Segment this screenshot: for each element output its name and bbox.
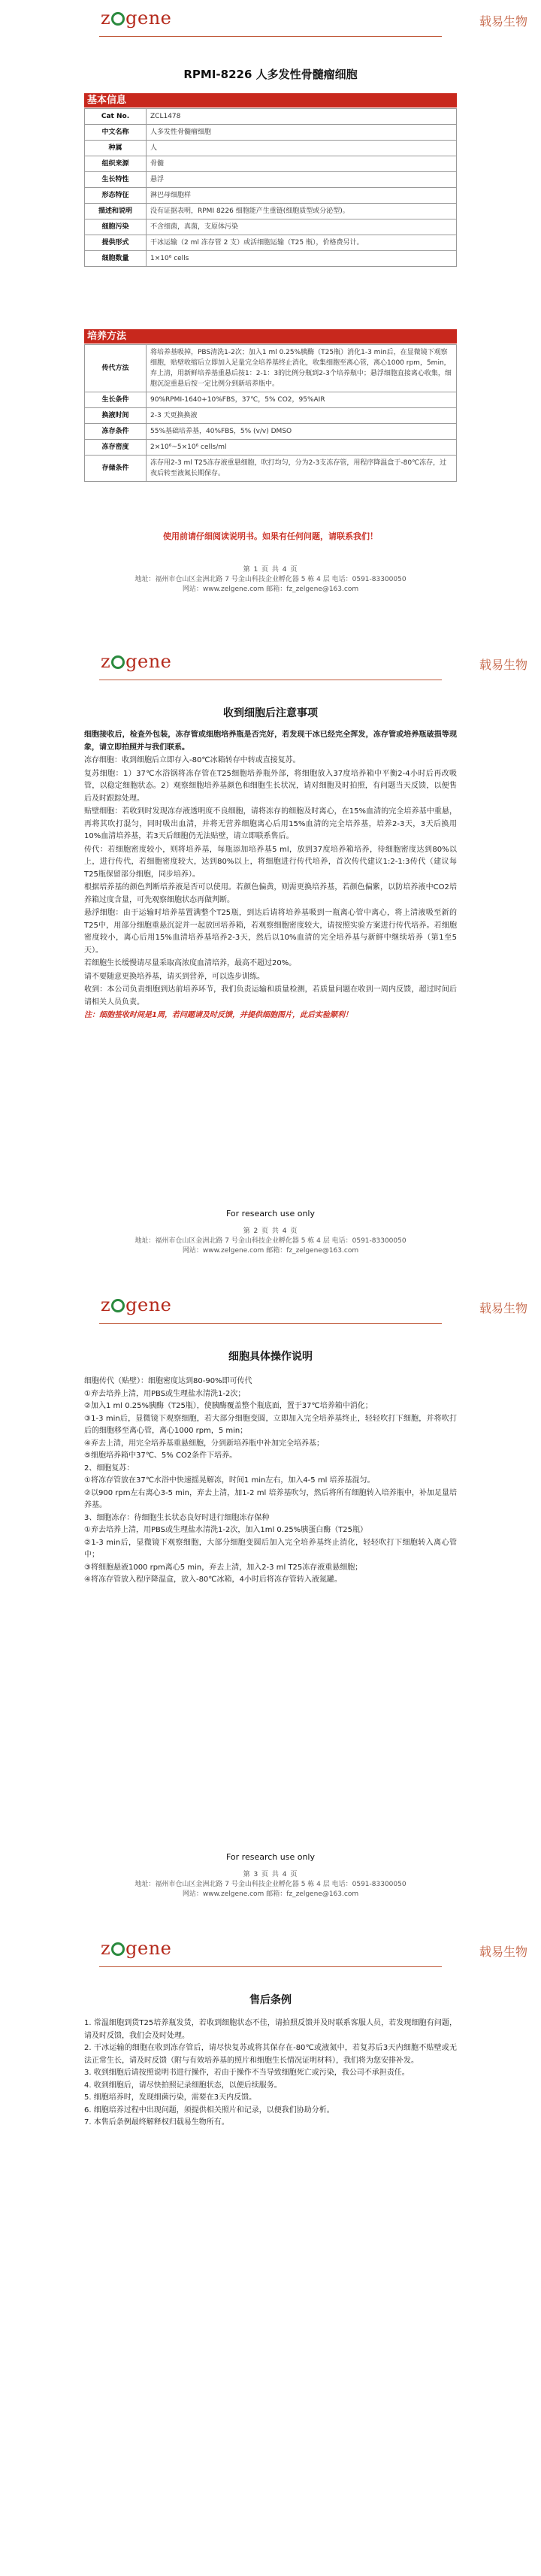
culture-row (85, 408, 457, 424)
zelgene-logo: z gene (101, 1938, 172, 1959)
basic-info-value: 骨髓 (147, 156, 457, 172)
footer-web: 网站：www.zelgene.com 邮箱：fz_zelgene@163.com (182, 1247, 359, 1255)
basic-info-key: 形态特征 (85, 188, 147, 204)
research-only: For research use only (225, 1852, 315, 1862)
logo-circle-icon (111, 1299, 125, 1312)
basic-info-key: Cat No. (85, 109, 147, 125)
ops-body (84, 1376, 457, 1587)
page-header (0, 643, 541, 690)
section-culture: 培养方法 (84, 329, 457, 344)
page-4 (0, 1930, 541, 2576)
footer-web: 网站：www.zelgene.com 邮箱：fz_zelgene@163.com (182, 586, 359, 593)
basic-info-value: 淋巴母细胞样 (147, 188, 457, 204)
logo-circle-icon (111, 12, 125, 26)
basic-info-row (85, 125, 457, 141)
notes-final: 注：细胞签收时间是1周，若问题请及时反馈，并提供细胞图片，此后实验顺利！ (84, 1011, 352, 1019)
basic-info-table (84, 108, 457, 267)
basic-info-value: ZCL1478 (147, 109, 457, 125)
basic-info-key: 描述和说明 (85, 204, 147, 219)
header-rule (99, 1966, 442, 1967)
basic-info-row (85, 188, 457, 204)
header-rule (99, 36, 442, 37)
basic-info-value: 人 (147, 141, 457, 156)
ops-item: ①弃去培养上清，用PBS或生理盐水清洗1-2次，加入1ml 0.25%胰蛋白酶（T25瓶） (84, 1526, 368, 1534)
aftersale-item: 1. 常温细胞到货T25培养瓶发货，若收到细胞状态不佳，请拍照反馈并及时联系客服人员，若发现细胞有问题，请及时反馈，我们会及时处理。 (84, 2019, 457, 2040)
basic-info-key: 中文名称 (85, 125, 147, 141)
culture-table (84, 344, 457, 482)
research-only: For research use only (225, 1209, 315, 1218)
aftersale-item: 6. 细胞培养过程中出现问题，须提供相关照片和记录，以便我们协助分析。 (84, 2105, 334, 2114)
culture-row (85, 456, 457, 482)
ops-title: 细胞具体操作说明 (228, 1351, 313, 1363)
culture-key: 存储条件 (85, 456, 147, 482)
page-number: 第 1 页 共 4 页 (243, 566, 298, 574)
page-header (0, 0, 541, 47)
culture-row (85, 345, 457, 392)
notes-intro: 细胞接收后，检查外包装，冻存管或细胞培养瓶是否完好，若发现干冰已经完全挥发，冻存管或培养瓶破损等现象，请立即拍照并与我们联系。 (84, 731, 457, 752)
culture-value: 90%RPMI-1640+10%FBS，37℃，5% CO2，95%AIR (147, 392, 457, 408)
ops-item: ①弃去培养上清，用PBS或生理盐水清洗1-2次； (84, 1389, 246, 1398)
culture-row (85, 440, 457, 456)
ops-item: ⑤细胞培养箱中37℃、5% CO2条件下培养。 (84, 1451, 237, 1460)
aftersale-body (84, 2018, 457, 2130)
culture-value: 55%基础培养基，40%FBS，5% (v/v) DMSO (147, 424, 457, 440)
zelgene-logo: z gene (101, 1294, 172, 1315)
aftersale-title: 售后条例 (249, 1994, 292, 2006)
brand-cn: 载易生物 (479, 14, 527, 29)
ops-item: ②1-3 min后，显微镜下观察细胞，大部分细胞变圆后加入完全培养基终止消化，轻轻吹打下细胞转入离心管中； (84, 1538, 457, 1559)
basic-info-key: 细胞数量 (85, 251, 147, 267)
notes-item: 根据培养基的颜色判断培养液是否可以使用。若颜色偏黄，则需更换培养基，若颜色偏紫，以防培养液中CO2培养箱过度含量，可先观察细胞状态再做判断。 (84, 883, 457, 904)
ops-item: ③将细胞悬液1000 rpm离心5 min，弃去上清，加入2-3 ml T25冻存液重悬细胞； (84, 1563, 363, 1572)
basic-info-value: 没有证据表明，RPMI 8226 细胞能产生重链(细胞质型或分泌型)。 (147, 204, 457, 219)
footer-address: 地址：福州市仓山区金洲北路 7 号金山科技企业孵化器 5 栋 4 层 电话：0591-83300050 (134, 1881, 407, 1888)
basic-info-row (85, 204, 457, 219)
basic-info-key: 生长特性 (85, 172, 147, 188)
ops-item: 3、细胞冻存：待细胞生长状态良好时进行细胞冻存保种 (84, 1513, 270, 1522)
aftersale-item: 3. 收到细胞后请按照说明书进行操作，若由于操作不当导致细胞死亡或污染，我公司不承担责任。 (84, 2069, 410, 2077)
basic-info-key: 提供形式 (85, 235, 147, 251)
basic-info-row (85, 109, 457, 125)
ops-item: 细胞传代（贴壁）：细胞密度达到80-90%即可传代 (84, 1377, 252, 1385)
ops-item: ③1-3 min后，显微镜下观察细胞，若大部分细胞变圆，立即加入完全培养基终止，轻轻吹打下细胞，并将吹打后的细胞移至离心管，离心1000 rpm，5 min； (84, 1414, 457, 1435)
footer-web: 网站：www.zelgene.com 邮箱：fz_zelgene@163.com (182, 1890, 359, 1898)
ops-item: ②以900 rpm左右离心3-5 min，弃去上清，加1-2 ml 培养基吹匀，然后将所有细胞转入培养瓶中，补加足量培养基。 (84, 1488, 457, 1509)
notes-item: 冻存细胞：收到细胞后立即存入-80℃冰箱转存中转或直接复苏。 (84, 756, 301, 764)
basic-info-key: 组织来源 (85, 156, 147, 172)
notes-title: 收到细胞后注意事项 (223, 707, 318, 719)
basic-info-value: 1×10⁶ cells (147, 251, 457, 267)
aftersale-item: 5. 细胞培养时，发现细菌污染，需要在3天内反馈。 (84, 2093, 257, 2102)
basic-info-row (85, 172, 457, 188)
basic-info-row (85, 251, 457, 267)
page-header (0, 1287, 541, 1333)
brand-cn: 载易生物 (479, 658, 527, 672)
culture-row (85, 392, 457, 408)
ops-item: ②加入1 ml 0.25%胰酶（T25瓶），使胰酶覆盖整个瓶底面，置于37℃培养箱中消化； (84, 1402, 373, 1410)
culture-key: 冻存密度 (85, 440, 147, 456)
ops-item: ④将冻存管放入程序降温盒，放入-80℃冰箱，4小时后将冻存管转入液氮罐。 (84, 1576, 342, 1584)
page-number: 第 2 页 共 4 页 (243, 1227, 298, 1235)
ops-item: 2、细胞复苏： (84, 1464, 134, 1473)
aftersale-item: 2. 干冰运输的细胞在收到冻存管后，请尽快复苏或将其保存在-80℃或液氮中，若复苏后3天内细胞不贴壁或无法正常生长，请及时反馈（附与有效培养基的照片和细胞生长情况证明材料），我们将为您安排补发。 (84, 2044, 457, 2065)
page-footer (0, 565, 541, 595)
culture-value: 将培养基吸掉，PBS清洗1-2次；加入1 ml 0.25%胰酶（T25瓶）消化1-3 min后，在显微镜下观察细胞，贴壁收缩后立即加入足量完全培养基终止消化，收集细胞至离心管，离心1000 rpm，5min，弃上清，用新鲜培养基重悬后按1：2-1：3的比例分瓶到2-3个培养瓶中；悬浮细胞直接离心收集，细胞沉淀重悬后按一定比例分到新培养瓶中。 (147, 345, 457, 392)
logo-circle-icon (111, 655, 125, 669)
page-number: 第 3 页 共 4 页 (243, 1871, 298, 1878)
ops-item: ④弃去上清，用完全培养基重悬细胞，分到新培养瓶中补加完全培养基； (84, 1439, 324, 1448)
culture-key: 生长条件 (85, 392, 147, 408)
page-footer (0, 1870, 541, 1899)
notes-item: 若细胞生长缓慢请尽量采取高浓度血清培养，最高不超过20%。 (84, 959, 297, 967)
page-header (0, 1930, 541, 1977)
zelgene-logo: z gene (101, 8, 172, 29)
aftersale-item: 4. 收到细胞后，请尽快拍照记录细胞状态，以便后续服务。 (84, 2081, 282, 2090)
basic-info-row (85, 141, 457, 156)
basic-info-key: 种属 (85, 141, 147, 156)
notes-item: 复苏细胞：1）37℃水浴锅将冻存管在T25细胞培养瓶外部，将细胞放入37度培养箱中平衡2-4小时后再改吸管，以稳定细胞状态。2）观察细胞培养基颜色和细胞生长状况，请对细胞及时拍照，有问题当天反馈，以便售后及时跟踪处理。 (84, 769, 457, 803)
logo-circle-icon (111, 1942, 125, 1956)
section-basic: 基本信息 (84, 93, 457, 107)
basic-info-row (85, 156, 457, 172)
basic-info-value: 人多发性骨髓瘤细胞 (147, 125, 457, 141)
product-title: RPMI-8226 人多发性骨髓瘤细胞 (183, 68, 358, 81)
ops-item: ①将冻存管放在37℃水浴中快速摇晃解冻，时间1 min左右，加入4-5 ml 培养基混匀。 (84, 1476, 375, 1485)
notes-item: 传代：若细胞密度较小，则将培养基，每瓶添加培养基5 ml，放到37度培养箱培养，待细胞密度达到80%以上，进行传代，若细胞密度较大，达到80%以上，将细胞进行传代培养，首次传代建议1:2-1:3传代（建议每T25瓶保留部分细胞，同步培养）。 (84, 845, 457, 879)
basic-info-value: 干冰运输（2 ml 冻存管 2 支）或活细胞运输（T25 瓶），价格费另计。 (147, 235, 457, 251)
basic-info-row (85, 219, 457, 235)
page-3 (0, 1287, 541, 1930)
basic-info-value: 悬浮 (147, 172, 457, 188)
notes-item: 悬浮细胞：由于运输时培养基置满整个T25瓶，到达后请将培养基吸到一瓶离心管中离心，将上清液吸至新的T25中，用部分细胞重悬沉淀并一起放回培养箱，若观察细胞密度较大，请按照实验方案进行传代培养。若细胞密度较小，离心后用15%血清培养基培养2-3天，然后以10%血清的完全培养基与新鲜中继续培养（第1至5天）。 (84, 909, 457, 955)
notes-item: 请不要随意更换培养基，请买到营养，可以选步训练。 (84, 972, 264, 981)
culture-value: 冻存用2-3 ml T25冻存液重悬细胞，吹打均匀，分为2-3支冻存管，用程序降温盒于-80℃冻存，过夜后转至液氮长期保存。 (147, 456, 457, 482)
culture-row (85, 424, 457, 440)
brand-cn: 载易生物 (479, 1945, 527, 1959)
footer-address: 地址：福州市仓山区金洲北路 7 号金山科技企业孵化器 5 栋 4 层 电话：0591-83300050 (134, 1237, 407, 1245)
culture-key: 冻存条件 (85, 424, 147, 440)
header-rule (99, 1323, 442, 1324)
culture-key: 传代方法 (85, 345, 147, 392)
culture-key: 换液时间 (85, 408, 147, 424)
page-2 (0, 643, 541, 1287)
culture-value: 2×10⁶~5×10⁶ cells/ml (147, 440, 457, 456)
notes-item: 收到：本公司负责细胞到达前培养环节，我们负责运输和质量检测，若质量问题在收到一周内反馈，超过时间后请相关人员负责。 (84, 985, 457, 1006)
culture-value: 2-3 天更换换液 (147, 408, 457, 424)
aftersale-item: 7. 本售后条例最终解释权归载易生物所有。 (84, 2118, 229, 2126)
basic-info-key: 细胞污染 (85, 219, 147, 235)
page-footer (0, 1227, 541, 1256)
footnote: 使用前请仔细阅读说明书。如果有任何问题，请联系我们！ (163, 531, 378, 541)
notes-body (84, 729, 457, 1023)
page-1 (0, 0, 541, 643)
basic-info-value: 不含细菌，真菌，支原体污染 (147, 219, 457, 235)
basic-info-row (85, 235, 457, 251)
brand-cn: 载易生物 (479, 1301, 527, 1315)
footer-address: 地址：福州市仓山区金洲北路 7 号金山科技企业孵化器 5 栋 4 层 电话：0591-83300050 (134, 576, 407, 583)
notes-item: 贴壁细胞：若收到时发现冻存液透明度不良细胞，请将冻存的细胞及时离心，在15%血清的完全培养基中重悬，再将其吹打混匀，同时吸出血清，并将无营养细胞离心后用15%血清的完全培养基，培养2-3天，3天后换用10%血清培养基，若3天后细胞仍无法贴壁，请立即联系售后。 (84, 807, 457, 840)
zelgene-logo: z gene (101, 651, 172, 672)
